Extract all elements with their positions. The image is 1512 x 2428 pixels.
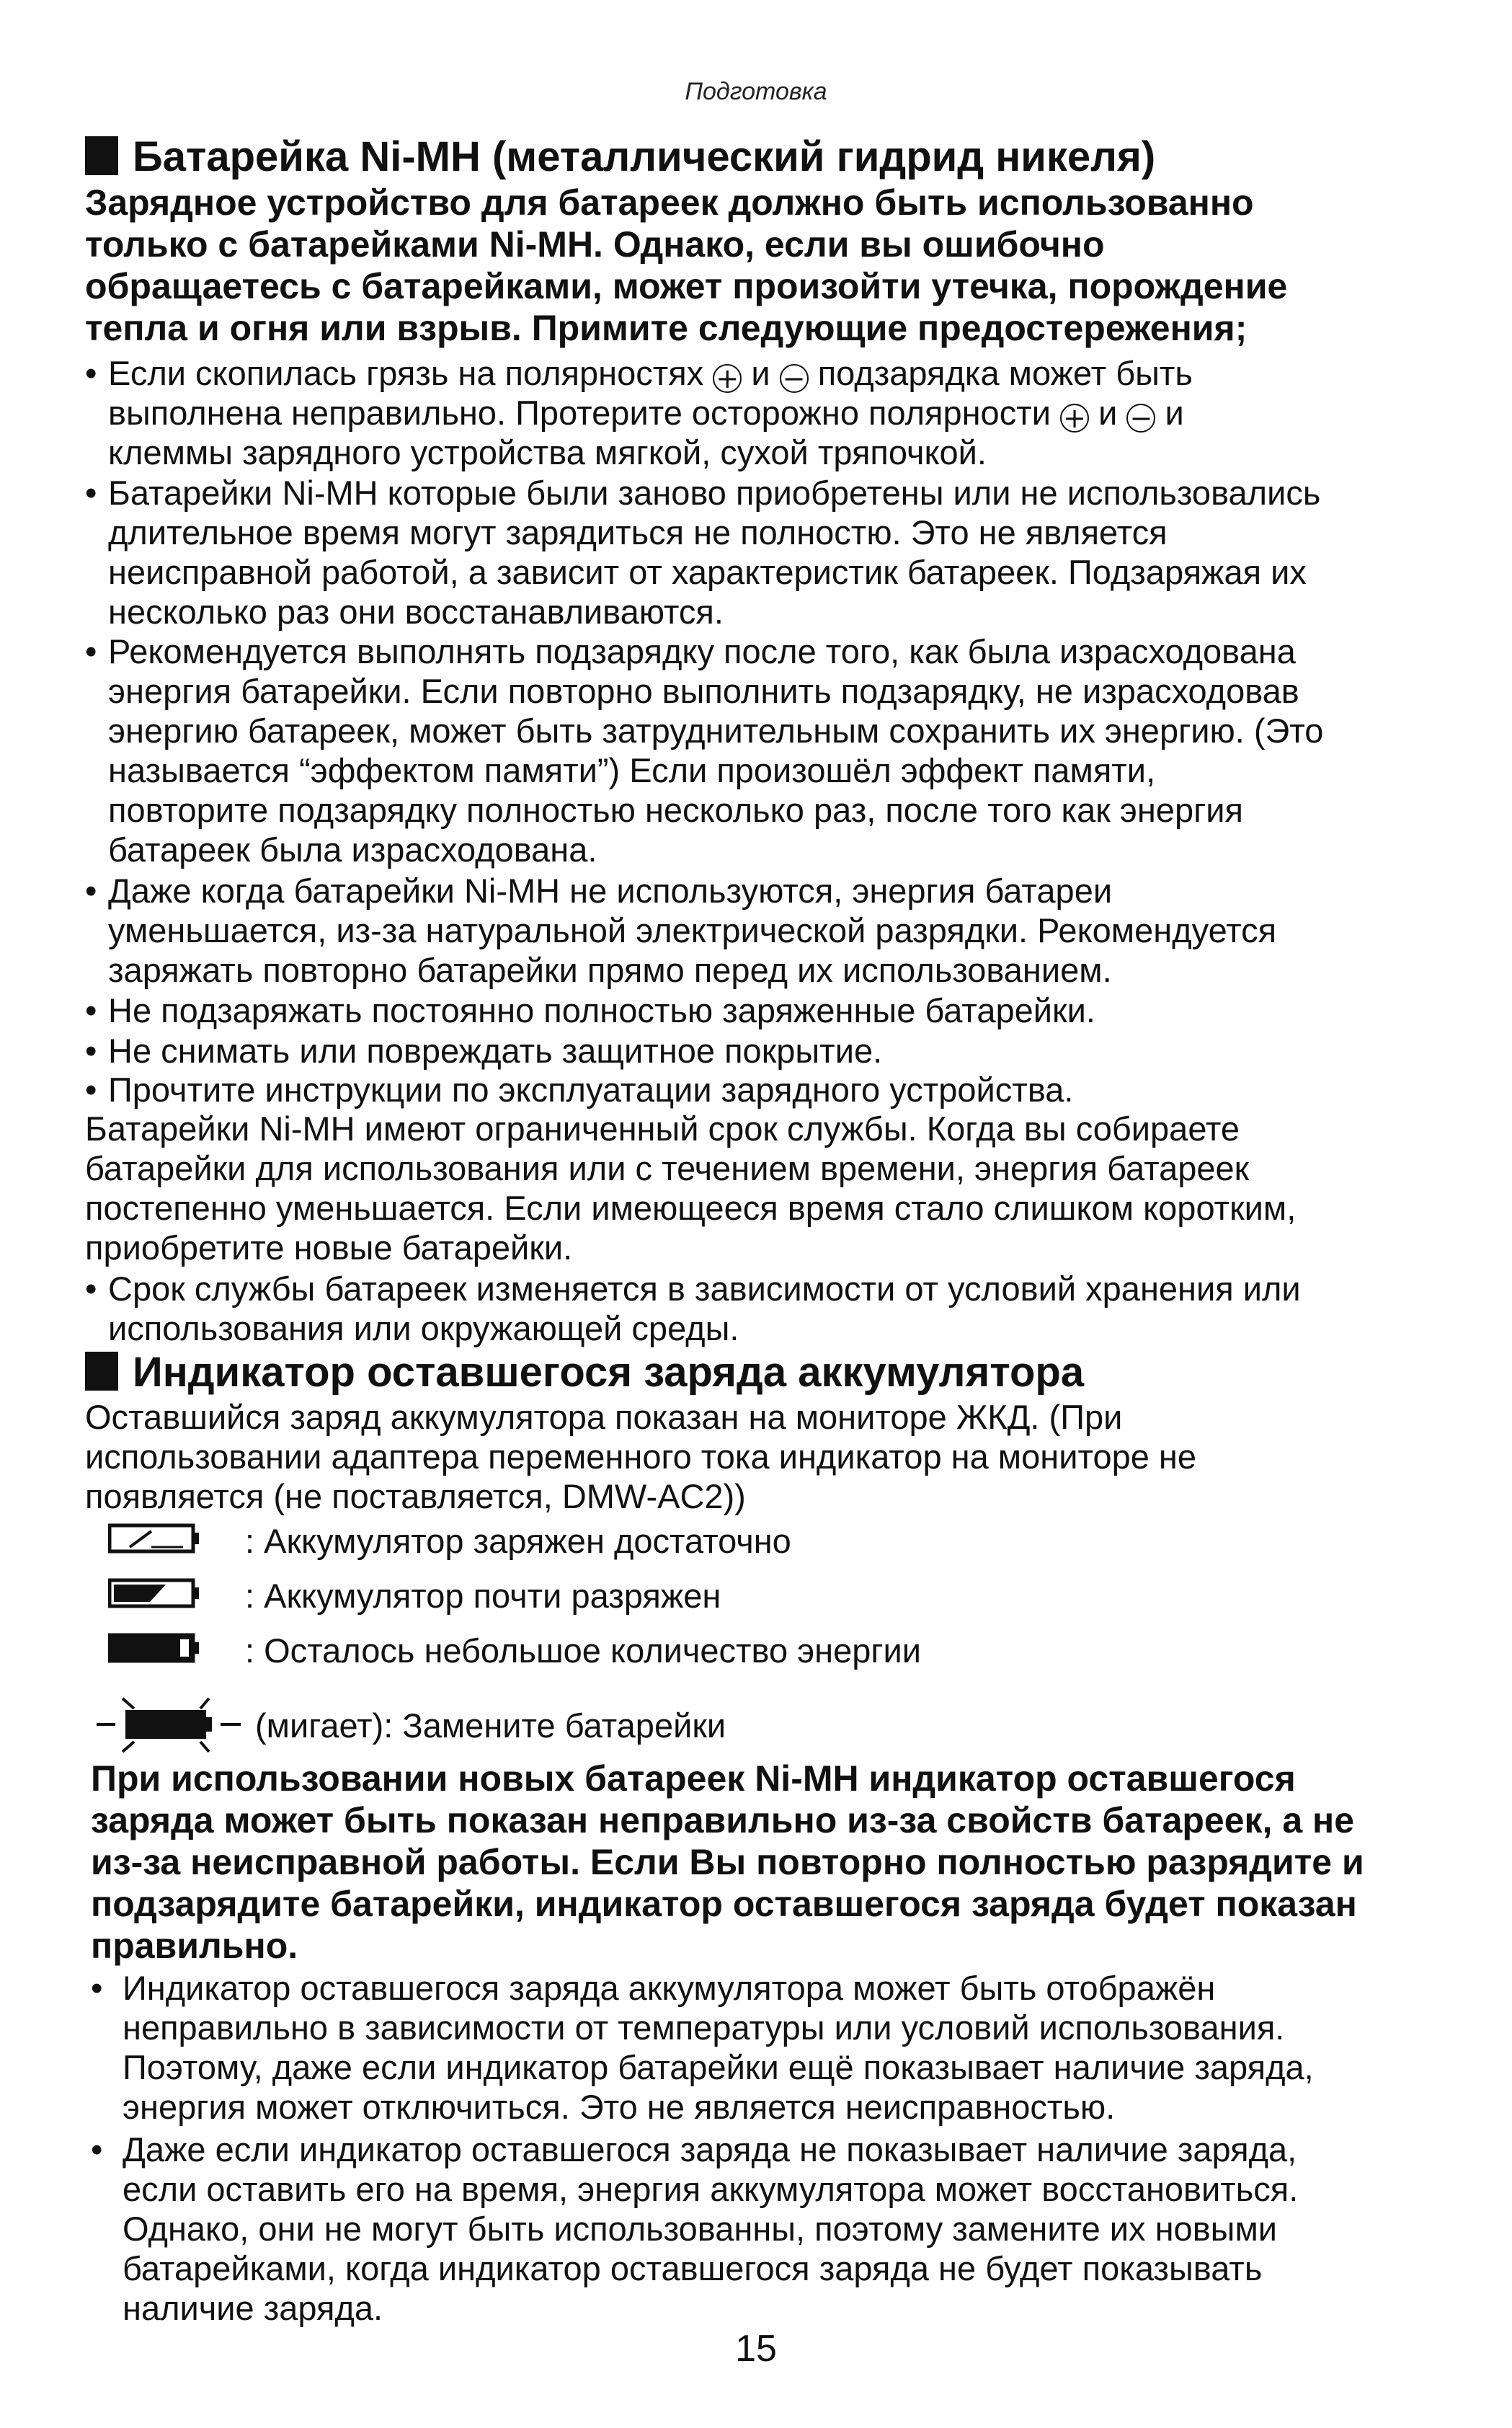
bullet-text: Даже когда батарейки Ni-MH не используются, энергия батареи bbox=[108, 872, 1113, 910]
bullet-text: Если скопилась грязь на полярностях bbox=[108, 354, 704, 392]
page-number: 15 bbox=[735, 2328, 777, 2370]
bullet-text: подзарядка может быть bbox=[817, 354, 1193, 392]
bullet-text: если оставить его на время, энергия аккумулятора может восстановиться. bbox=[123, 2170, 1299, 2208]
bullet-text: батарейками, когда индикатор оставшегося заряда не будет показывать bbox=[123, 2249, 1263, 2287]
bullet-text: выполнена неправильно. Протерите осторожно полярности bbox=[108, 394, 1051, 432]
warning-paragraph bbox=[85, 182, 1454, 349]
paragraph-line: батарейки для использования или с течением времени, энергия батареек bbox=[85, 1149, 1250, 1187]
section-title-battery bbox=[85, 131, 1155, 183]
battery-blinking-icon bbox=[94, 1691, 245, 1756]
bullet-dot: • bbox=[85, 354, 97, 392]
bullet-memory-effect bbox=[85, 632, 1454, 869]
bullet-text: энергия может отключиться. Это не является неисправностью. bbox=[123, 2088, 1116, 2126]
section-title-text: Батарейка Ni-MH (металлический гидрид никеля) bbox=[133, 133, 1156, 180]
bullet-text: Не подзаряжать постоянно полностью заряженные батарейки. bbox=[108, 991, 1095, 1029]
bullet-service-life bbox=[85, 1269, 1454, 1348]
warning-line: из-за неисправной работы. Если Вы повторно полностью разрядите и bbox=[91, 1842, 1364, 1882]
section-title-text: Индикатор оставшегося заряда аккумулятора bbox=[133, 1349, 1085, 1396]
indicator-text: : Аккумулятор почти разряжен bbox=[245, 1577, 721, 1615]
battery-empty-icon bbox=[108, 1631, 200, 1665]
bullet-dot: • bbox=[85, 1032, 97, 1070]
bullet-text: Батарейки Ni-MH которые были заново приобретены или не использовались bbox=[108, 474, 1321, 512]
warning-line: правильно. bbox=[91, 1926, 298, 1966]
bullet-dot: • bbox=[85, 1270, 97, 1308]
minus-symbol-icon: − bbox=[1126, 404, 1155, 433]
bullet-dot: • bbox=[85, 632, 97, 670]
indicator-text: : Аккумулятор заряжен достаточно bbox=[245, 1522, 791, 1560]
paragraph-text: еющееся bbox=[633, 1189, 778, 1227]
warning-line: Зарядное устройство для батареек должно быть использованно bbox=[85, 182, 1254, 223]
bullet-indicator-temperature bbox=[91, 1968, 1460, 2127]
bullet-dot: • bbox=[85, 872, 97, 910]
bullet-text: неправильно в зависимости от температуры или условий использования. bbox=[123, 2008, 1285, 2047]
bullet-dot: • bbox=[91, 1969, 103, 2007]
indicator-text: (мигает): Замените батарейки bbox=[255, 1706, 726, 1745]
bullet-dot: • bbox=[85, 1071, 97, 1109]
plus-symbol-icon: + bbox=[1060, 404, 1089, 433]
bullet-protective-cover bbox=[85, 1031, 1454, 1071]
bullet-text: уменьшается, из-за натуральной электрической разрядки. Рекомендуется bbox=[108, 911, 1277, 949]
bullet-indicator-recovery bbox=[91, 2130, 1460, 2328]
indicator-text: : Осталось небольшое количество энергии bbox=[245, 1631, 922, 1670]
bullet-no-overcharge bbox=[85, 991, 1454, 1030]
bullet-text: Поэтому, даже если индикатор батарейки ещё показывает наличие заряда, bbox=[123, 2048, 1314, 2086]
bullet-text: и bbox=[1098, 394, 1118, 432]
indicator-intro bbox=[85, 1397, 1454, 1516]
warning-line: заряда может быть показан неправильно из-за свойств батареек, а не bbox=[91, 1800, 1355, 1840]
paragraph-line bbox=[85, 1188, 1454, 1228]
bullet-text: Срок службы батареек изменяется в зависимости от условий хранения или bbox=[108, 1270, 1301, 1308]
bullet-text: длительное время могут зарядиться не полностю. Это не является bbox=[108, 513, 1168, 551]
bullet-dot: • bbox=[91, 2130, 103, 2168]
minus-symbol-icon: − bbox=[780, 364, 809, 393]
battery-full-icon bbox=[108, 1521, 200, 1556]
lifespan-paragraph bbox=[85, 1109, 1454, 1267]
bullet-new-batteries bbox=[85, 473, 1454, 632]
section-title-charge-indicator bbox=[85, 1347, 1084, 1399]
paragraph-line: приобретите новые батарейки. bbox=[85, 1228, 573, 1267]
bullet-text: называется “эффектом памяти”) Если произошёл эффект памяти, bbox=[108, 751, 1156, 789]
bullet-dot: • bbox=[85, 991, 97, 1029]
warning-line: тепла и огня или взрыв. Примите следующие предостережения; bbox=[85, 308, 1248, 348]
bullet-text: Даже если индикатор оставшегося заряда не показывает наличие заряда, bbox=[123, 2130, 1297, 2168]
bullet-self-discharge bbox=[85, 871, 1454, 990]
indicator-warning-paragraph bbox=[91, 1758, 1460, 1967]
bullet-text: заряжать повторно батарейки прямо перед их использованием. bbox=[108, 951, 1112, 989]
bullet-text: Не снимать или повреждать защитное покрытие. bbox=[108, 1032, 883, 1070]
page-header: Подготовка bbox=[685, 78, 827, 105]
bullet-text: энергия батарейки. Если повторно выполнить подзарядку, не израсходовав bbox=[108, 672, 1299, 710]
paragraph-text: постепенно уменьшается. Если им bbox=[85, 1189, 633, 1227]
paragraph-line: Оставшийся заряд аккумулятора показан на мониторе ЖКД. (При bbox=[85, 1398, 1123, 1436]
bullet-dot: • bbox=[85, 474, 97, 512]
bullet-read-instructions bbox=[85, 1070, 1454, 1109]
paragraph-line: появляется (не поставляется, DMW-AC2)) bbox=[85, 1477, 746, 1515]
warning-line: подзарядите батарейки, индикатор оставшегося заряда будет показан bbox=[91, 1884, 1357, 1924]
bullet-text: использования или окружающей среды. bbox=[108, 1309, 739, 1347]
paragraph-line: использовании адаптера переменного тока индикатор на мониторе не bbox=[85, 1437, 1197, 1476]
section-marker-square bbox=[85, 1352, 118, 1391]
battery-low-icon bbox=[108, 1576, 200, 1610]
bullet-text: наличие заряда. bbox=[123, 2289, 383, 2327]
plus-symbol-icon: + bbox=[713, 364, 742, 393]
bullet-text: Прочтите инструкции по эксплуатации зарядного устройства. bbox=[108, 1071, 1074, 1109]
warning-line: только с батарейками Ni-MH. Однако, если вы ошибочно bbox=[85, 224, 1105, 265]
bullet-text: батареек была израсходована. bbox=[108, 830, 597, 869]
bullet-text: клеммы зарядного устройства мягкой, сухой тряпочкой. bbox=[108, 433, 987, 471]
paragraph-line: Батарейки Ni-MH имеют ограниченный срок службы. Когда вы собираете bbox=[85, 1109, 1240, 1148]
warning-line: При использовании новых батареек Ni-MH индикатор оставшегося bbox=[91, 1758, 1296, 1799]
paragraph-text: время стало слишком коротким, bbox=[778, 1189, 1297, 1227]
bullet-text: Рекомендуется выполнять подзарядку после того, как была израсходована bbox=[108, 632, 1296, 670]
warning-line: обращаетесь с батарейками, может произойти утечка, порождение bbox=[85, 266, 1288, 306]
bullet-text: и bbox=[751, 354, 770, 392]
bullet-text: энергию батареек, может быть затруднительным сохранить их энергию. (Это bbox=[108, 712, 1324, 750]
bullet-dirty-terminals bbox=[85, 353, 1454, 472]
bullet-text: повторите подзарядку полностью несколько раз, после того как энергия bbox=[108, 791, 1243, 829]
bullet-text: Индикатор оставшегося заряда аккумулятора может быть отображён bbox=[123, 1969, 1216, 2007]
section-marker-square bbox=[85, 136, 118, 175]
bullet-text: Однако, они не могут быть использованны, поэтому замените их новыми bbox=[123, 2210, 1278, 2248]
bullet-text: и bbox=[1165, 394, 1184, 432]
bullet-text: несколько раз они восстанавливаются. bbox=[108, 593, 724, 631]
bullet-text: неисправной работой, а зависит от характеристик батареек. Подзаряжая их bbox=[108, 553, 1307, 591]
